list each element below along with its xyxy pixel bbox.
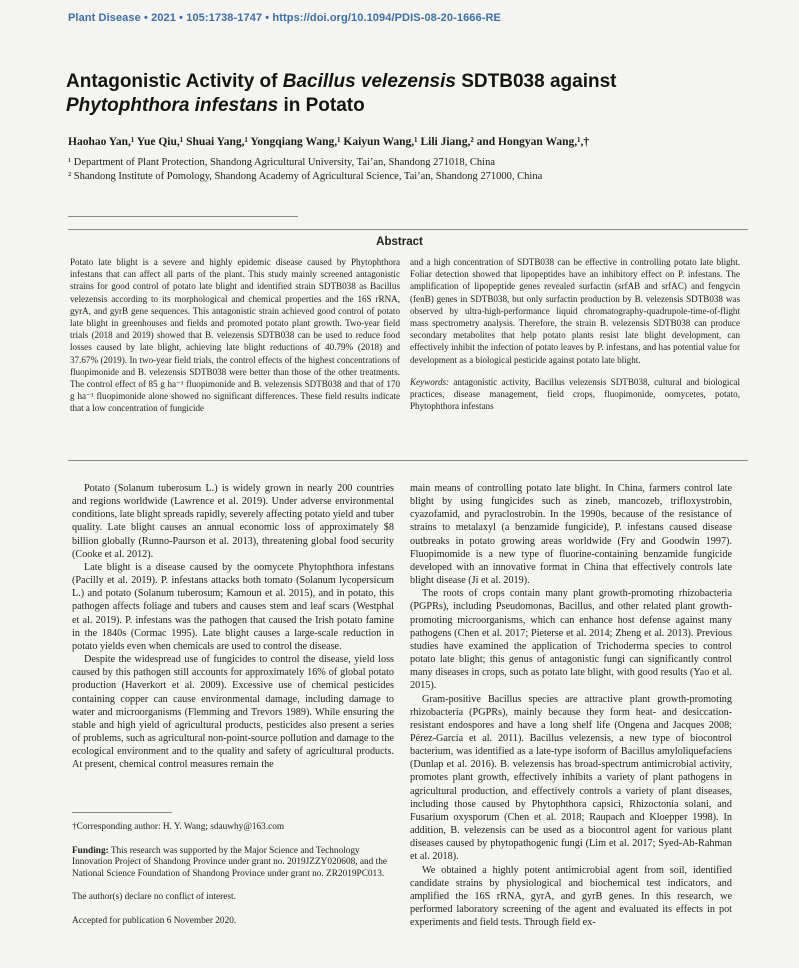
abstract-left-text: Potato late blight is a severe and highly epidemic disease caused by Phytophthora infestans that can affect all parts of the plant. This study mainly screened antagonistic strains for good control of potato late blight and identified strain SDTB038 as Bacillus velezensis according to its morphological and chemical properties and the 16S rRNA, gyrA, and gyrB gene sequences. This antagonistic strain achieved good control of potato late blight in greenhouses and fields and promoted potato plant growth. Two-year field trials (2018 and 2019) showed that B. velezensis SDTB038 can be used to reduce food losses caused by late blight, achieving late blight reductions of 40.79% (2018) and 37.67% (2019). In two-year field trials, the control effects of the highest concentrations of fluopimonide and B. velezensis SDTB038 were better than those of the other treatments. The control effect of 85 g ha⁻¹ fluopimonide and B. velezensis SDTB038 and that of 170 g ha⁻¹ fluopimonide alone showed no significant differences. These field results indicate that a low concentration of fungicide [70,257,400,414]
abstract-left-column [70,256,400,415]
footnotes [72,822,394,940]
rule-left [68,216,298,217]
body-left-paragraph-1: Potato (Solanum tuberosum L.) is widely grown in nearly 200 countries and regions worldwide (Lawrence et al. 2019). Under adverse environmental conditions, late blight spreads rapidly, severely affecting potato yield and tuber quality. Late blight causes an annual economic loss of approximately $8 billion globally (Runno-Paurson et al. 2013), threatening global food security (Cooke et al. 2012). [72,483,394,560]
paper-title [66,70,686,118]
keywords-text: antagonistic activity, Bacillus velezensis SDTB038, cultural and biological practices, disease management, field crops, fluopimonide, oomycetes, potato, Phytophthora infestans [410,376,740,412]
rule-footnote [72,812,172,813]
conflict-statement: The author(s) declare no conflict of interest. [72,892,236,903]
body-left-column [72,482,394,771]
funding-text: This research was supported by the Major Science and Technology Innovation Project of Shandong Province under grant no. 2019JZZY020608, and the National Science Foundation of Shandong Province under grant no. ZR2019PC013. [72,845,388,879]
title-part-c: SDTB038 against [455,71,617,92]
body-right-paragraph-3: Gram-positive Bacillus species are attractive plant growth-promoting rhizobacteria (PGPRs), mainly because they form heat- and desiccation-resistant endospores and have a long shelf life (Ongena and Jacques 2008; Pérez-García et al. 2011). Bacillus velezensis, a new type of biocontrol bacterium, was identified as a late-type isoform of Bacillus amyloliquefaciens (Dunlap et al. 2016). B. velezensis has broad-spectrum antimicrobial activity, promotes plant growth, effectively inhibits a variety of plant pathogens in agricultural production, and effectively controls a variety of plant diseases, including those caused by Phytophthora capsici, Rhizoctonia solani, and Fusarium oxysporum (Chen et al. 2018; Raupach and Kloepper 1998). In addition, B. velezensis can be used as a biocontrol agent for various plant diseases caused by phytopathogenic fungi (Lim et al. 2017; Syed-Ab-Rahman et al. 2018). [410,693,732,863]
title-part-a: Antagonistic Activity of [66,71,283,92]
rule-body [68,460,748,461]
rule-abstract [68,229,748,230]
abstract-right-text: and a high concentration of SDTB038 can be effective in controlling potato late blight. Foliar detection showed that lipopeptides have an inhibitory effect on P. infestans. The amplification of lipopeptide genes revealed surfactin (srfAB and srfAC) and fengycin (fenB) genes in SDTB038, but only surfactin production by B. velezensis SDTB038 was observed by ultra-high-performance liquid chromatography-quadrupole-time-of-flight mass spectrometry analysis. Therefore, the strain B. velezensis SDTB038 can produce secondary metabolites that help potato plants resist late blight development, can effectively inhibit the infection of potato leaves by P. infestans, and has potential value for development as a biological pesticide against potato late blight. [410,257,740,365]
abstract-heading: Abstract [376,236,423,248]
affiliation-1: ¹ Department of Plant Protection, Shandong Agricultural University, Tai’an, Shandong 271018, China [68,157,496,168]
body-left-paragraph-3: Despite the widespread use of fungicides to control the disease, yield loss caused by this pathogen still accounts for approximately 16% of global potato production (Haverkort et al. 2009). Excessive use of chemical pesticides containing copper can cause environmental damage, including damage to water and microorganisms (Flemming and Trevors 1989). While ensuring the stable and high yield of agricultural products, pesticides also present a series of problems, such as agricultural non-point-source pollution and damage to the ecological environment and to the quality and safety of agricultural products. At present, chemical control measures remain the [72,654,394,771]
body-left-paragraph-2: Late blight is a disease caused by the oomycete Phytophthora infestans (Pacilly et al. 2019). P. infestans attacks both tomato (Solanum lycopersicum L.) and potato (Solanum tuberosum; Kamoun et al. 2015), and in potato, this pathogen affects foliage and tubers and causes stem and leaf scars (Westphal et al. 2019). P. infestans was the pathogen that caused the Irish potato famine in the 1840s (Cormac 1995). Late blight causes a large-scale reduction in potato yields even when chemicals are used to control the disease. [72,561,394,652]
author-list: Haohao Yan,¹ Yue Qiu,¹ Shuai Yang,¹ Yongqiang Wang,¹ Kaiyun Wang,¹ Lili Jiang,² and Hongyan Wang,¹,† [68,136,590,148]
body-right-paragraph-1: main means of controlling potato late blight. In China, farmers control late blight by using fungicides such as zineb, mancozeb, trifloxystrobin, cyazofamid, and pyraclostrobin. In the 1990s, because of the resistance of strains to metalaxyl (a benzamide fungicide), P. infestans caused disease outbreaks in potato growing areas worldwide (Fry and Goodwin 1997). Fluopimomide is a new type of fluorine-containing benzamide fungicide developed with an innovative format in China that effectively controls late blight disease (Ji et al. 2019). [410,483,732,587]
keywords [410,376,740,413]
title-part-e: in Potato [278,95,365,116]
body-right-column [410,482,732,929]
keywords-label: Keywords: [410,376,450,387]
abstract-right-column [410,256,740,412]
body-right-paragraph-2: The roots of crops contain many plant growth-promoting rhizobacteria (PGPRs), including Pseudomonas, Bacillus, and other related plant growth-promoting microorganisms, which can enhance host defense against many pathogens (Chen et al. 2017; Pieterse et al. 2014; Zheng et al. 2013). Previous studies have examined the application of Trichoderma species to control potato late blight; this genus of antagonistic fungi can significantly control many diseases in crops, such as potato late blight, with good results (Yao et al. 2015). [410,588,732,692]
funding-note [72,846,394,881]
corresponding-author: †Corresponding author: H. Y. Wang; sdauwhy@163.com [72,822,285,832]
affiliation-2: ² Shandong Institute of Pomology, Shandong Academy of Agricultural Science, Tai’an, Shandong 271000, China [68,171,543,182]
body-right-paragraph-4: We obtained a highly potent antimicrobial agent from soil, identified candidate strains by physiological and biochemical test indicators, and amplified the 16S rRNA, gyrA, and gyrB genes. In this research, we performed laboratory screening of the agent and evaluated its effects in pot experiments and field tests. Through field ex- [410,864,732,929]
title-part-d: Phytophthora infestans [66,95,279,116]
journal-header: Plant Disease • 2021 • 105:1738-1747 • https://doi.org/10.1094/PDIS-08-20-1666-RE [68,12,501,24]
title-part-b: Bacillus velezensis [282,71,456,92]
acceptance-date: Accepted for publication 6 November 2020. [72,915,237,926]
funding-label: Funding: [72,845,109,856]
